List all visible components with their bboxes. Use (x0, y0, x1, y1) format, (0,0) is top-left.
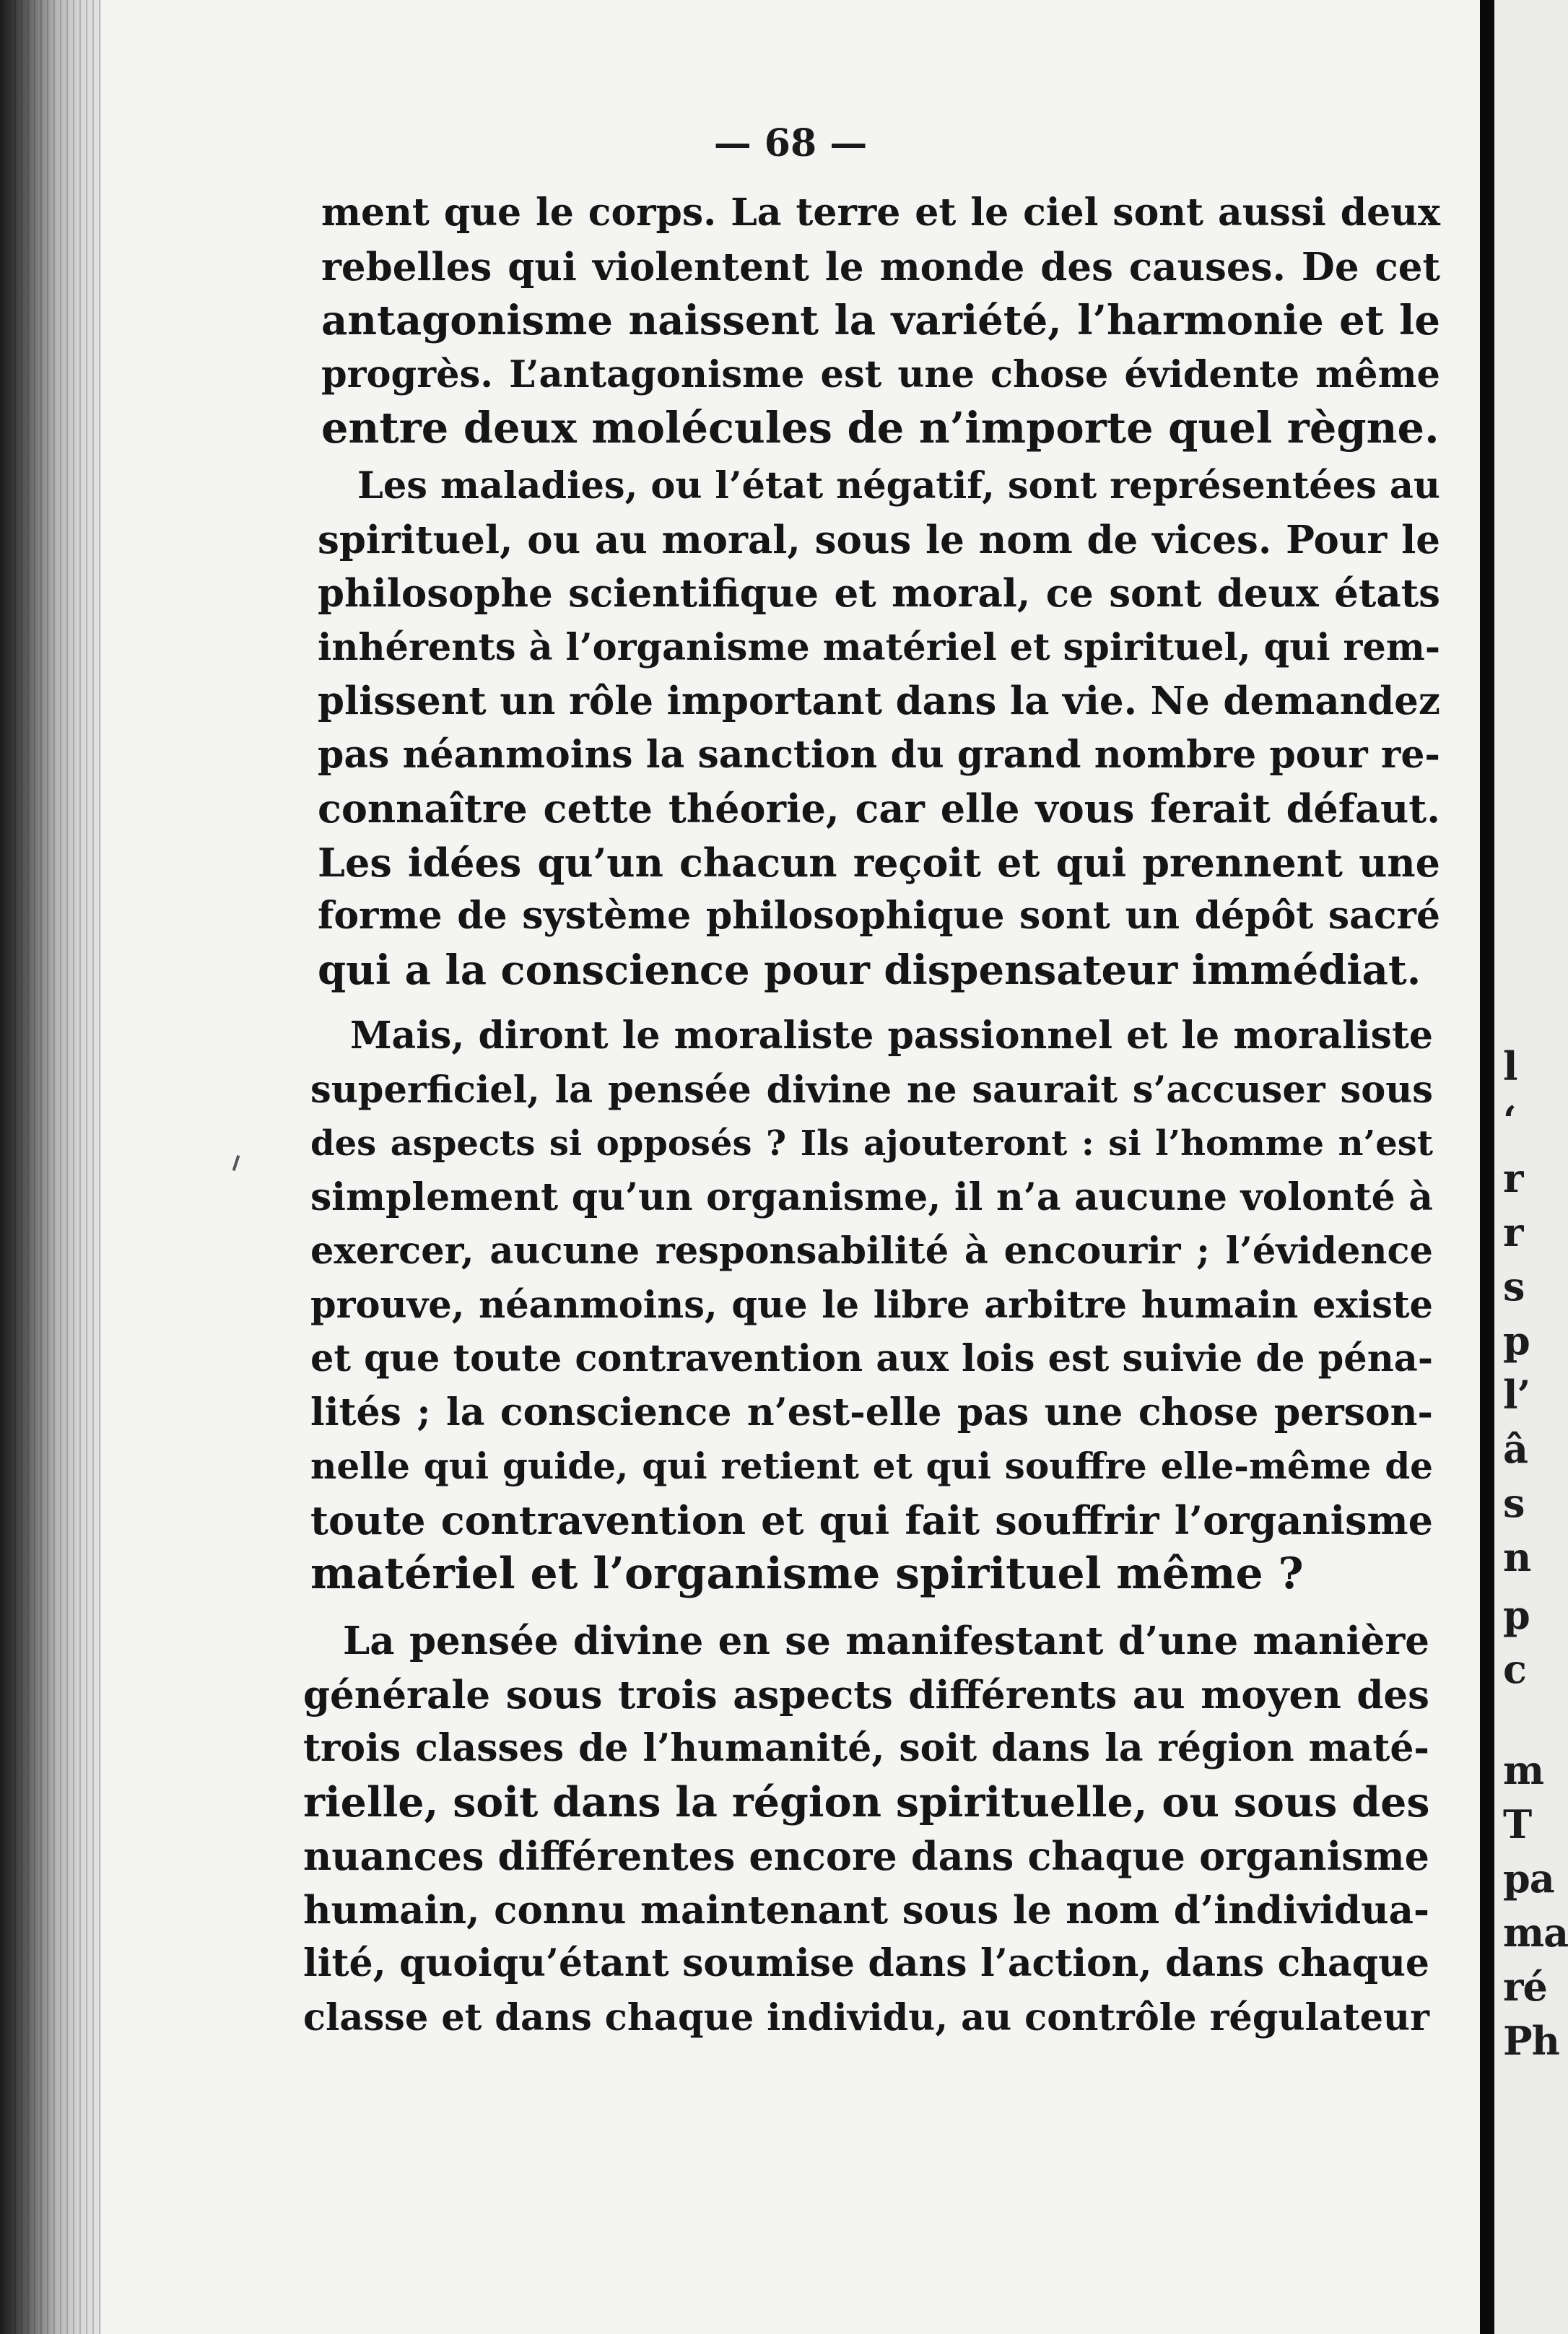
text-line: Les maladies, ou l’état négatif, sont représentées au (357, 464, 1440, 508)
text-line: ment que le corps. La terre et le ciel sont aussi deux (321, 191, 1440, 235)
fragment-text: â (1503, 1426, 1528, 1472)
text-line: générale sous trois aspects différents au moyen des (303, 1672, 1429, 1717)
text-line: lités ; la conscience n’est-elle pas une chose person- (310, 1390, 1433, 1434)
page-number: — 68 — (713, 121, 868, 165)
text-line: prouve, néanmoins, que le libre arbitre humain existe (310, 1283, 1433, 1327)
fragment-text: l (1503, 1043, 1517, 1089)
paragraph-3 (310, 1009, 1433, 1601)
fragment-text: ma (1503, 1910, 1568, 1956)
text-line: entre deux molécules de n’importe quel règne. (321, 403, 1439, 453)
fragment-text: l’ (1503, 1372, 1530, 1418)
fragment-text: T (1503, 1801, 1532, 1847)
text-line: inhérents à l’organisme matériel et spirituel, qui rem- (318, 625, 1440, 669)
text-line: pas néanmoins la sanction du grand nombre pour re- (318, 732, 1440, 777)
text-line: lité, quoiqu’étant soumise dans l’action, dans chaque (303, 1941, 1429, 1985)
fragment-text: pa (1503, 1855, 1554, 1902)
text-line: simplement qu’un organisme, il n’a aucune volonté à (310, 1175, 1433, 1219)
text-line: spirituel, ou au moral, sous le nom de vices. Pour le (318, 517, 1440, 562)
paragraph-2 (318, 459, 1440, 997)
text-line: classe et dans chaque individu, au contrôle régulateur (303, 1995, 1429, 2039)
text-line: nuances différentes encore dans chaque organisme (303, 1833, 1429, 1879)
fragment-text: ré (1503, 1964, 1547, 2010)
fragment-text: p (1503, 1592, 1530, 1638)
text-line: superficiel, la pensée divine ne saurait s’accuser sous (310, 1068, 1433, 1112)
fragment-text: m (1503, 1747, 1544, 1793)
text-line: Les idées qu’un chacun reçoit et qui prennent une (318, 839, 1440, 886)
text-line: forme de système philosophique sont un dépôt sacré (318, 894, 1440, 938)
text-line: matériel et l’organisme spirituel même ? (310, 1549, 1304, 1599)
fragment-text: Ph (1503, 2018, 1559, 2064)
fragment-text: s (1503, 1263, 1525, 1310)
text-line: Mais, diront le moraliste passionnel et le moraliste (350, 1014, 1433, 1058)
text-line: des aspects si opposés ? Ils ajouteront : si l’homme n’est (310, 1123, 1433, 1164)
fragment-text: r (1503, 1209, 1523, 1255)
text-line: progrès. L’antagonisme est une chose évidente même (321, 352, 1440, 396)
text-line: nelle qui guide, qui retient et qui souffre elle-même de (310, 1445, 1433, 1487)
text-line: toute contravention et qui fait souffrir l’organisme (310, 1497, 1433, 1543)
text-line: humain, connu maintenant sous le nom d’individua- (303, 1887, 1429, 1933)
binding-page-edges (14, 0, 101, 2334)
text-line: qui a la conscience pour dispensateur immédiat. (318, 946, 1421, 994)
fragment-text: ‘ (1503, 1097, 1516, 1144)
text-line: plissent un rôle important dans la vie. Ne demandez (318, 679, 1440, 723)
book-spine-edge (1480, 0, 1494, 2334)
text-line: antagonisme naissent la variété, l’harmonie et le (321, 297, 1440, 344)
text-line: trois classes de l’humanité, soit dans la région maté- (303, 1726, 1429, 1770)
paragraph-1 (321, 186, 1440, 456)
text-line: et que toute contravention aux lois est suivie de péna- (310, 1337, 1433, 1380)
fragment-text: c (1503, 1646, 1526, 1692)
text-line: philosophe scientifique et moral, ce sont deux états (318, 571, 1440, 616)
fragment-text: s (1503, 1480, 1525, 1526)
text-line: rebelles qui violentent le monde des causes. De cet (321, 244, 1440, 289)
text-line: La pensée divine en se manifestant d’une manière (343, 1619, 1429, 1663)
adjacent-page-fragment (1494, 0, 1568, 2334)
fragment-text: p (1503, 1318, 1530, 1364)
fragment-text: r (1503, 1155, 1523, 1201)
paragraph-4 (303, 1614, 1429, 2045)
text-line: exercer, aucune responsabilité à encourir ; l’évidence (310, 1229, 1433, 1273)
text-line: rielle, soit dans la région spirituelle, ou sous des (303, 1777, 1430, 1826)
text-line: connaître cette théorie, car elle vous ferait défaut. (318, 785, 1440, 832)
fragment-text: n (1503, 1534, 1531, 1580)
